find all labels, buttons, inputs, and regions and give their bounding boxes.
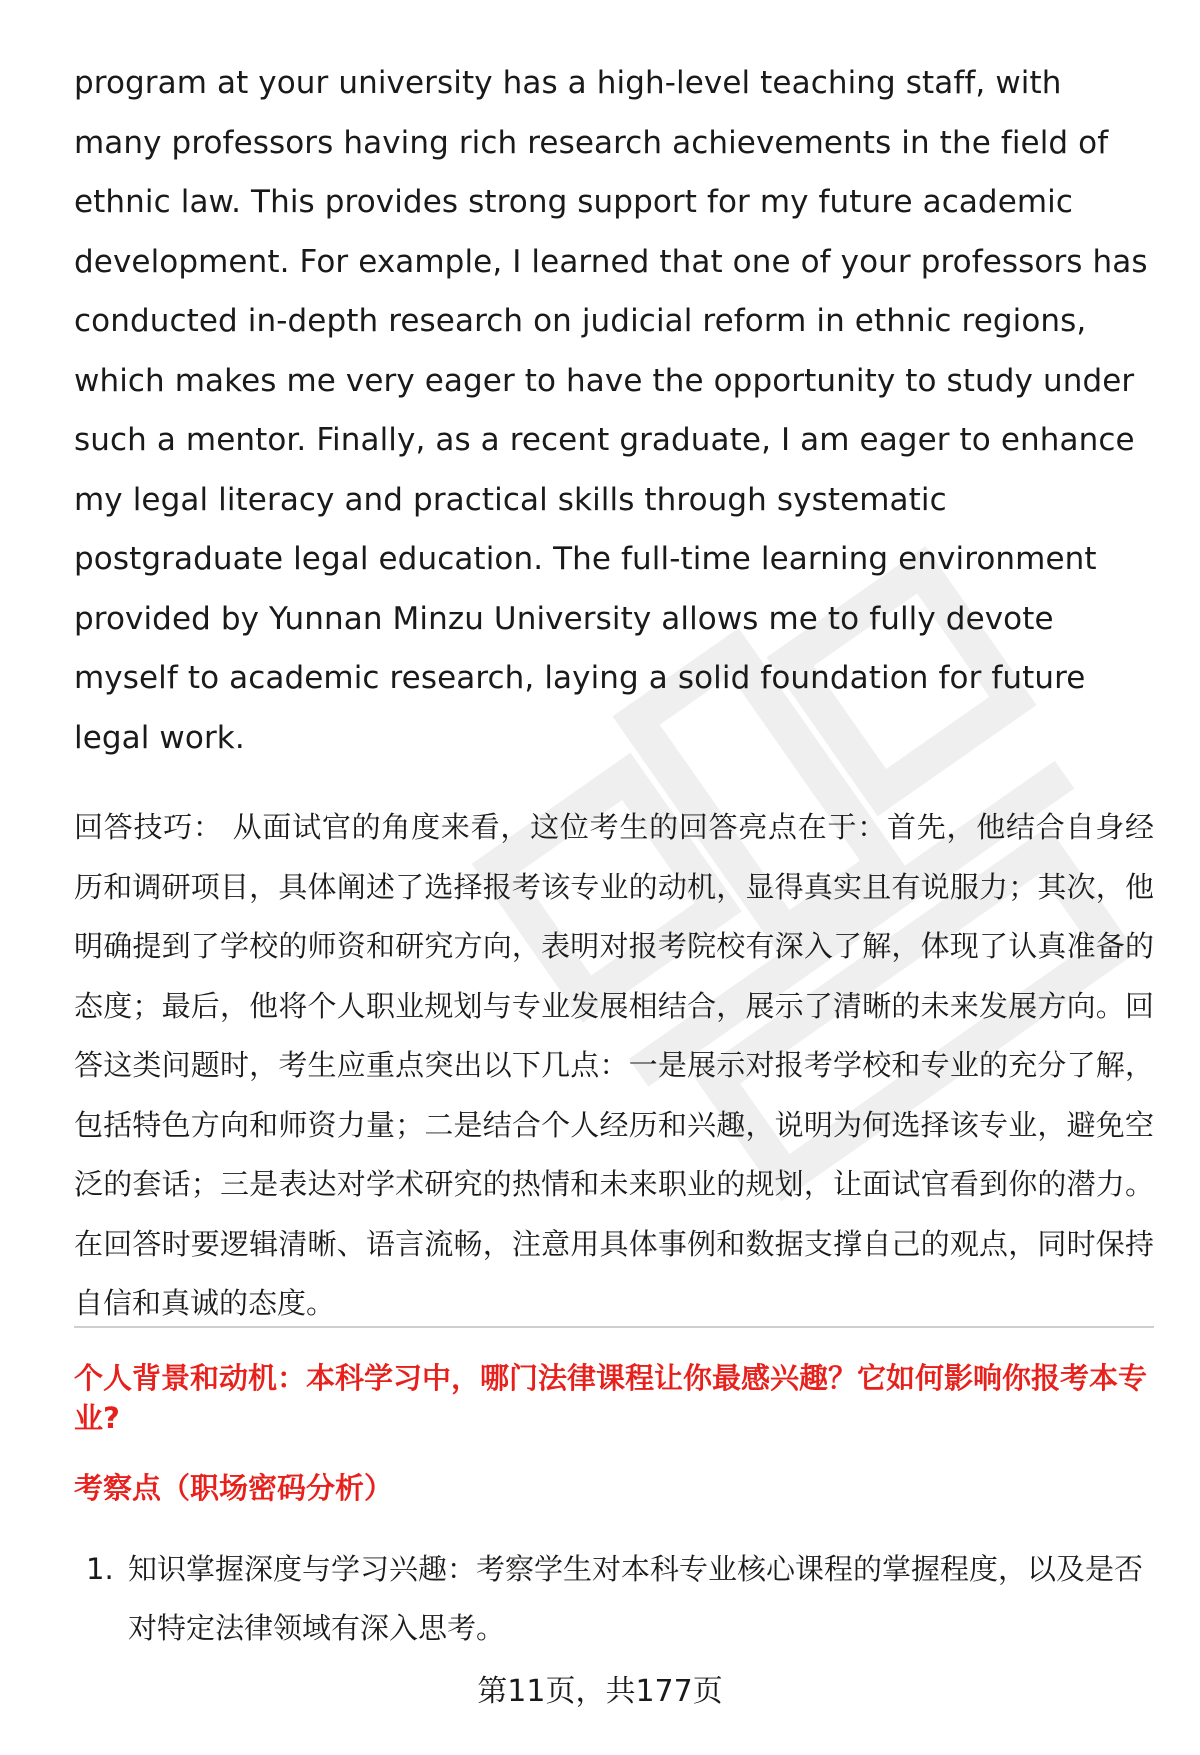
answer-paragraph-english: program at your university has a high-level teaching staff, with many professors having rich research achievements in the field of ethnic law. This provides strong support for my future academic development. For example, I learned that one of your professors has conducted in-depth research on judicial reform in ethnic regions, which makes me very eager to have the opportunity to study under such a mentor. Finally, as a recent graduate, I am eager to enhance my legal literacy and practical skills through systematic postgraduate legal education. The full-time learning environment provided by Yunnan Minzu University allows me to fully devote myself to academic research, laying a solid foundation for future legal work. xyxy=(74,65,1148,756)
assessment-points-list xyxy=(74,1540,1154,1658)
tips-text: 从面试官的角度来看，这位考生的回答亮点在于：首先，他结合自身经历和调研项目，具体阐述了选择报考该专业的动机，显得真实且有说服力；其次，他明确提到了学校的师资和研究方向，表明对报考院校有深入了解，体现了认真准备的态度；最后，他将个人职业规划与专业发展相结合，展示了清晰的未来发展方向。回答这类问题时，考生应重点突出以下几点：一是展示对报考学校和专业的充分了解，包括特色方向和师资力量；二是结合个人经历和兴趣，说明为何选择该专业，避免空泛的套话；三是表达对学术研究的热情和未来职业的规划，让面试官看到你的潜力。在回答时要逻辑清晰、语言流畅，注意用具体事例和数据支撑自己的观点，同时保持自信和真诚的态度。 xyxy=(74,810,1154,1320)
tips-label: 回答技巧： xyxy=(74,810,223,844)
section-title-assessment-points: 考察点（职场密码分析） xyxy=(74,1471,394,1505)
list-item-text: 知识掌握深度与学习兴趣：考察学生对本科专业核心课程的掌握程度，以及是否对特定法律领域有深入思考。 xyxy=(128,1552,1144,1645)
section-divider xyxy=(74,1326,1154,1328)
list-item-number: 1. xyxy=(86,1552,114,1586)
question-heading: 个人背景和动机：本科学习中，哪门法律课程让你最感兴趣？它如何影响你报考本专业? xyxy=(74,1361,1148,1435)
main-content xyxy=(74,54,1154,1334)
answer-tips-paragraph xyxy=(74,798,1154,1334)
list-item xyxy=(74,1540,1154,1658)
page-footer: 第11页，共177页 xyxy=(477,1674,723,1709)
